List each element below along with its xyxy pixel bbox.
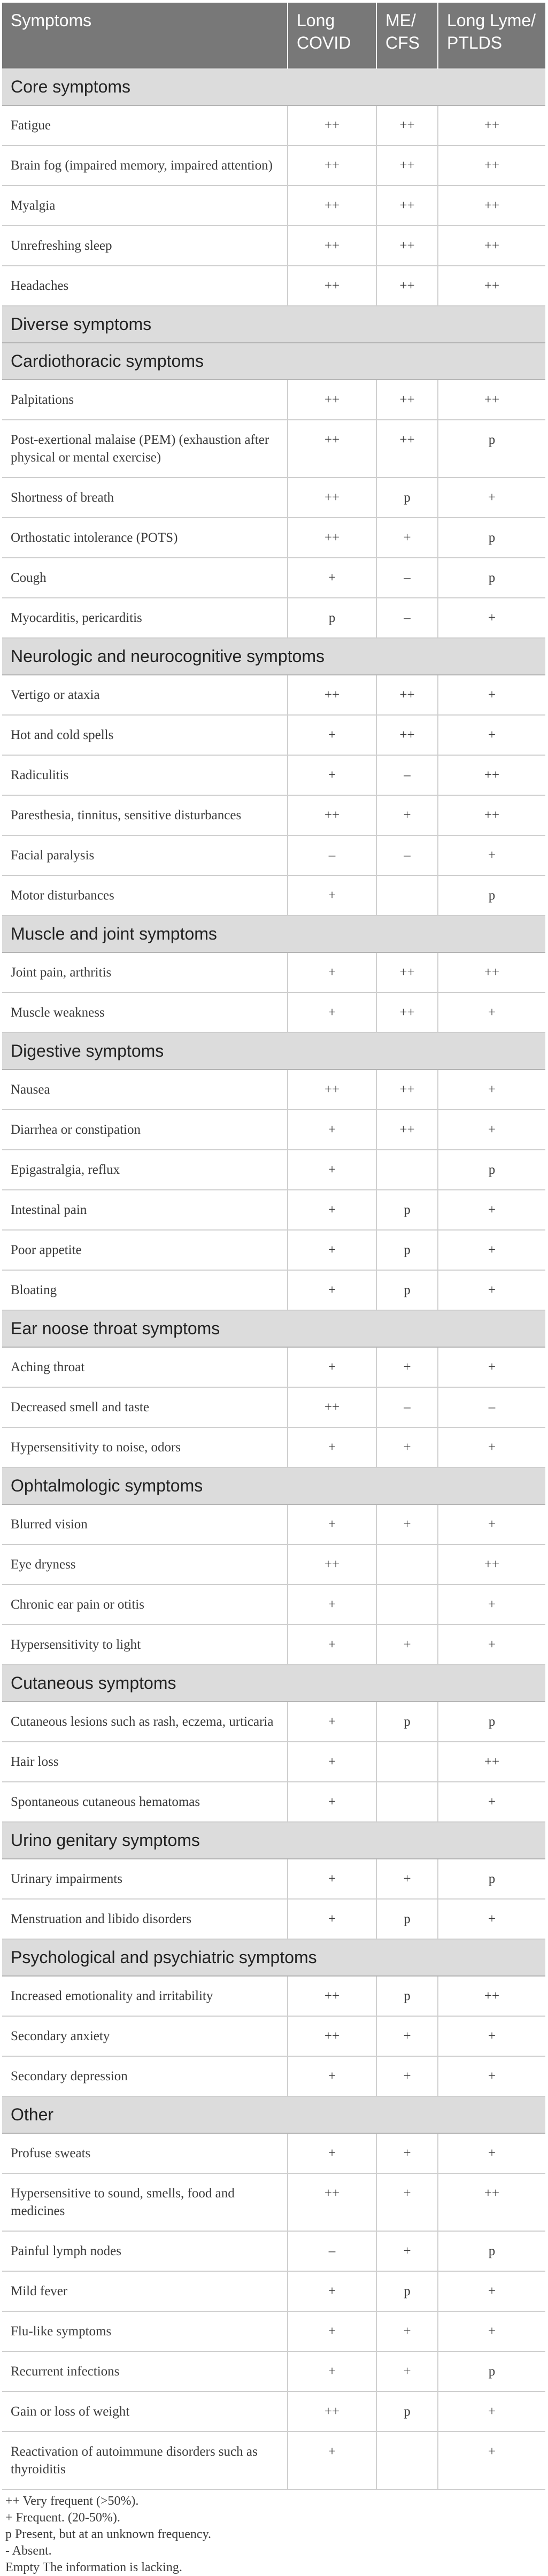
table-header-row [2, 3, 545, 68]
long-covid-value-cell: ++ [288, 266, 376, 306]
table-row [2, 755, 545, 795]
long-lyme-value-cell: + [438, 1899, 545, 1939]
long-lyme-value-cell: p [438, 1702, 545, 1742]
long-lyme-value-cell: ++ [438, 105, 545, 145]
long-lyme-value-cell: + [438, 1504, 545, 1544]
section-title: Psychological and psychiatric symptoms [2, 1939, 545, 1976]
table-row [2, 226, 545, 266]
me-cfs-value-cell: ++ [376, 105, 438, 145]
long-lyme-value-cell: + [438, 675, 545, 715]
table-row [2, 558, 545, 598]
table-row [2, 1859, 545, 1899]
table-row [2, 2173, 545, 2231]
me-cfs-value-cell: p [376, 1230, 438, 1270]
symptom-name-cell: Blurred vision [2, 1504, 288, 1544]
table-row [2, 266, 545, 306]
table-row [2, 105, 545, 145]
section-header-row [2, 68, 545, 105]
table-row [2, 2271, 545, 2311]
long-lyme-value-cell: + [438, 1782, 545, 1822]
legend-very-frequent: ++ Very frequent (>50%). [5, 2494, 139, 2508]
me-cfs-value-cell: + [376, 2351, 438, 2392]
me-cfs-value-cell: p [376, 2271, 438, 2311]
long-lyme-value-cell: ++ [438, 380, 545, 420]
long-covid-value-cell: ++ [288, 1544, 376, 1585]
long-covid-value-cell: ++ [288, 1387, 376, 1427]
me-cfs-value-cell: + [376, 2016, 438, 2056]
symptom-name-cell: Hypersensitive to sound, smells, food and medicines [2, 2173, 288, 2231]
long-lyme-value-cell: + [438, 2392, 545, 2432]
long-covid-value-cell: ++ [288, 380, 376, 420]
long-lyme-value-cell: ++ [438, 186, 545, 226]
table-row [2, 1782, 545, 1822]
table-row [2, 993, 545, 1033]
me-cfs-value-cell: + [376, 2231, 438, 2271]
legend-absent: - Absent. [5, 2544, 52, 2558]
table-row [2, 1504, 545, 1544]
long-lyme-value-cell: p [438, 558, 545, 598]
section-header-row [2, 1310, 545, 1347]
me-cfs-value-cell: + [376, 1859, 438, 1899]
table-row [2, 1585, 545, 1625]
me-cfs-value-cell: p [376, 1190, 438, 1230]
table-row [2, 1070, 545, 1110]
long-covid-value-cell: + [288, 875, 376, 916]
table-row [2, 478, 545, 518]
me-cfs-value-cell [376, 1585, 438, 1625]
me-cfs-value-cell: + [376, 1625, 438, 1665]
long-covid-value-cell: + [288, 1782, 376, 1822]
symptom-name-cell: Hair loss [2, 1742, 288, 1782]
section-title: Ophtalmologic symptoms [2, 1467, 545, 1504]
table-row [2, 1742, 545, 1782]
section-header-row [2, 1665, 545, 1702]
long-lyme-value-cell: ++ [438, 1742, 545, 1782]
symptom-name-cell: Eye dryness [2, 1544, 288, 1585]
long-covid-value-cell: ++ [288, 2016, 376, 2056]
table-row [2, 715, 545, 755]
section-title: Neurologic and neurocognitive symptoms [2, 638, 545, 675]
table-row [2, 1427, 545, 1467]
long-lyme-value-cell: + [438, 478, 545, 518]
long-lyme-value-cell: ++ [438, 266, 545, 306]
table-row [2, 518, 545, 558]
long-covid-value-cell: + [288, 1625, 376, 1665]
section-header-row [2, 306, 545, 343]
long-covid-value-cell: + [288, 1427, 376, 1467]
long-lyme-value-cell: p [438, 875, 545, 916]
me-cfs-value-cell: ++ [376, 1110, 438, 1150]
me-cfs-value-cell: p [376, 1899, 438, 1939]
me-cfs-value-cell [376, 1544, 438, 1585]
long-lyme-value-cell: p [438, 2351, 545, 2392]
table-row [2, 598, 545, 638]
symptom-name-cell: Recurrent infections [2, 2351, 288, 2392]
long-covid-value-cell: + [288, 2056, 376, 2096]
me-cfs-value-cell: p [376, 1976, 438, 2016]
long-lyme-value-cell: + [438, 715, 545, 755]
section-title: Ear noose throat symptoms [2, 1310, 545, 1347]
me-cfs-value-cell [376, 1742, 438, 1782]
long-lyme-value-cell: + [438, 2056, 545, 2096]
legend-present-unknown: p Present, but at an unknown frequency. [5, 2527, 212, 2541]
table-footnote-legend [5, 2493, 540, 2576]
symptom-name-cell: Myocarditis, pericarditis [2, 598, 288, 638]
long-covid-value-cell: + [288, 1899, 376, 1939]
table-row [2, 1347, 545, 1387]
me-cfs-value-cell: + [376, 1504, 438, 1544]
long-covid-value-cell: ++ [288, 420, 376, 478]
table-row [2, 1230, 545, 1270]
section-header-row [2, 1939, 545, 1976]
symptom-name-cell: Shortness of breath [2, 478, 288, 518]
long-covid-value-cell: ++ [288, 2392, 376, 2432]
section-header-row [2, 1822, 545, 1859]
long-lyme-value-cell: p [438, 2231, 545, 2271]
long-lyme-value-cell: + [438, 835, 545, 875]
table-row [2, 1625, 545, 1665]
symptom-name-cell: Reactivation of autoimmune disorders such as thyroiditis [2, 2432, 288, 2489]
symptom-name-cell: Poor appetite [2, 1230, 288, 1270]
long-covid-value-cell: ++ [288, 145, 376, 186]
me-cfs-value-cell: ++ [376, 145, 438, 186]
long-lyme-value-cell: + [438, 2311, 545, 2351]
me-cfs-value-cell: + [376, 2133, 438, 2173]
symptom-name-cell: Secondary anxiety [2, 2016, 288, 2056]
table-row [2, 675, 545, 715]
header-long-covid: Long COVID [288, 3, 376, 68]
table-row [2, 1190, 545, 1230]
long-covid-value-cell: + [288, 1190, 376, 1230]
me-cfs-value-cell: ++ [376, 380, 438, 420]
table-row [2, 420, 545, 478]
me-cfs-value-cell [376, 1782, 438, 1822]
long-covid-value-cell: + [288, 2271, 376, 2311]
symptom-name-cell: Increased emotionality and irritability [2, 1976, 288, 2016]
long-lyme-value-cell: + [438, 1625, 545, 1665]
symptom-name-cell: Flu-like symptoms [2, 2311, 288, 2351]
table-row [2, 2133, 545, 2173]
section-header-row [2, 1467, 545, 1504]
table-row [2, 2056, 545, 2096]
me-cfs-value-cell: ++ [376, 186, 438, 226]
long-lyme-value-cell: + [438, 1585, 545, 1625]
symptom-name-cell: Intestinal pain [2, 1190, 288, 1230]
me-cfs-value-cell: ++ [376, 952, 438, 993]
me-cfs-value-cell: – [376, 835, 438, 875]
long-covid-value-cell: + [288, 1347, 376, 1387]
symptom-name-cell: Menstruation and libido disorders [2, 1899, 288, 1939]
long-covid-value-cell: + [288, 755, 376, 795]
long-lyme-value-cell: + [438, 1347, 545, 1387]
symptom-name-cell: Hypersensitivity to light [2, 1625, 288, 1665]
me-cfs-value-cell: – [376, 755, 438, 795]
long-covid-value-cell: + [288, 2432, 376, 2489]
table-row [2, 1976, 545, 2016]
symptom-name-cell: Diarrhea or constipation [2, 1110, 288, 1150]
table-row [2, 1110, 545, 1150]
symptom-name-cell: Unrefreshing sleep [2, 226, 288, 266]
symptom-name-cell: Headaches [2, 266, 288, 306]
long-lyme-value-cell: ++ [438, 952, 545, 993]
symptom-name-cell: Decreased smell and taste [2, 1387, 288, 1427]
me-cfs-value-cell: + [376, 795, 438, 835]
table-row [2, 2392, 545, 2432]
header-symptoms: Symptoms [2, 3, 288, 68]
table-row [2, 1150, 545, 1190]
long-lyme-value-cell: p [438, 518, 545, 558]
symptom-name-cell: Paresthesia, tinnitus, sensitive disturbances [2, 795, 288, 835]
long-covid-value-cell: ++ [288, 226, 376, 266]
long-lyme-value-cell: + [438, 1270, 545, 1310]
me-cfs-value-cell: + [376, 2056, 438, 2096]
long-lyme-value-cell: + [438, 1427, 545, 1467]
long-covid-value-cell: + [288, 1702, 376, 1742]
section-title: Urino genitary symptoms [2, 1822, 545, 1859]
long-lyme-value-cell: + [438, 598, 545, 638]
long-covid-value-cell: + [288, 1742, 376, 1782]
symptom-name-cell: Chronic ear pain or otitis [2, 1585, 288, 1625]
symptom-name-cell: Epigastralgia, reflux [2, 1150, 288, 1190]
table-row [2, 1544, 545, 1585]
long-covid-value-cell: + [288, 2311, 376, 2351]
long-covid-value-cell: + [288, 1504, 376, 1544]
symptom-name-cell: Vertigo or ataxia [2, 675, 288, 715]
table-body [2, 68, 545, 2489]
symptom-name-cell: Palpitations [2, 380, 288, 420]
section-title: Other [2, 2096, 545, 2133]
long-covid-value-cell: ++ [288, 2173, 376, 2231]
long-covid-value-cell: + [288, 993, 376, 1033]
symptom-name-cell: Cough [2, 558, 288, 598]
long-covid-value-cell: + [288, 2351, 376, 2392]
symptom-name-cell: Hypersensitivity to noise, odors [2, 1427, 288, 1467]
symptom-comparison-table [2, 3, 545, 2490]
symptom-name-cell: Profuse sweats [2, 2133, 288, 2173]
me-cfs-value-cell: ++ [376, 715, 438, 755]
me-cfs-value-cell: + [376, 1347, 438, 1387]
long-covid-value-cell: + [288, 558, 376, 598]
long-lyme-value-cell: + [438, 993, 545, 1033]
long-lyme-value-cell: + [438, 2016, 545, 2056]
table-row [2, 2351, 545, 2392]
table-row [2, 835, 545, 875]
me-cfs-value-cell: + [376, 2173, 438, 2231]
table-row [2, 1899, 545, 1939]
symptom-name-cell: Brain fog (impaired memory, impaired attention) [2, 145, 288, 186]
long-lyme-value-cell: ++ [438, 1544, 545, 1585]
long-lyme-value-cell: ++ [438, 226, 545, 266]
symptom-name-cell: Radiculitis [2, 755, 288, 795]
symptom-name-cell: Cutaneous lesions such as rash, eczema, urticaria [2, 1702, 288, 1742]
long-covid-value-cell: ++ [288, 105, 376, 145]
symptom-name-cell: Muscle weakness [2, 993, 288, 1033]
me-cfs-value-cell: p [376, 1702, 438, 1742]
long-lyme-value-cell: + [438, 1190, 545, 1230]
me-cfs-value-cell: – [376, 1387, 438, 1427]
me-cfs-value-cell: ++ [376, 420, 438, 478]
me-cfs-value-cell: ++ [376, 675, 438, 715]
long-covid-value-cell: + [288, 1110, 376, 1150]
long-lyme-value-cell: + [438, 2432, 545, 2489]
me-cfs-value-cell: + [376, 2311, 438, 2351]
me-cfs-value-cell: p [376, 1270, 438, 1310]
symptom-name-cell: Urinary impairments [2, 1859, 288, 1899]
me-cfs-value-cell: ++ [376, 1070, 438, 1110]
long-lyme-value-cell: – [438, 1387, 545, 1427]
long-lyme-value-cell: ++ [438, 145, 545, 186]
me-cfs-value-cell: + [376, 1427, 438, 1467]
section-header-row [2, 343, 545, 380]
table-row [2, 1702, 545, 1742]
me-cfs-value-cell [376, 2432, 438, 2489]
long-covid-value-cell: ++ [288, 186, 376, 226]
me-cfs-value-cell: ++ [376, 266, 438, 306]
symptom-name-cell: Bloating [2, 1270, 288, 1310]
me-cfs-value-cell: ++ [376, 993, 438, 1033]
long-covid-value-cell: + [288, 1859, 376, 1899]
table-row [2, 1270, 545, 1310]
me-cfs-value-cell: + [376, 518, 438, 558]
long-covid-value-cell: + [288, 2133, 376, 2173]
table-row [2, 952, 545, 993]
legend-frequent: + Frequent. (20-50%). [5, 2511, 120, 2525]
symptom-name-cell: Motor disturbances [2, 875, 288, 916]
symptom-name-cell: Secondary depression [2, 2056, 288, 2096]
long-covid-value-cell: p [288, 598, 376, 638]
long-covid-value-cell: ++ [288, 478, 376, 518]
table-row [2, 2231, 545, 2271]
table-row [2, 2432, 545, 2489]
section-header-row [2, 916, 545, 952]
section-title: Cutaneous symptoms [2, 1665, 545, 1702]
me-cfs-value-cell: p [376, 478, 438, 518]
symptom-name-cell: Fatigue [2, 105, 288, 145]
section-title: Diverse symptoms [2, 306, 545, 343]
section-header-row [2, 638, 545, 675]
long-covid-value-cell: + [288, 1230, 376, 1270]
symptom-name-cell: Nausea [2, 1070, 288, 1110]
table-row [2, 186, 545, 226]
section-header-row [2, 2096, 545, 2133]
me-cfs-value-cell: ++ [376, 226, 438, 266]
symptom-name-cell: Orthostatic intolerance (POTS) [2, 518, 288, 558]
long-covid-value-cell: ++ [288, 675, 376, 715]
header-long-lyme: Long Lyme/ PTLDS [438, 3, 545, 68]
symptom-name-cell: Spontaneous cutaneous hematomas [2, 1782, 288, 1822]
symptom-name-cell: Facial paralysis [2, 835, 288, 875]
long-covid-value-cell: + [288, 952, 376, 993]
long-covid-value-cell: – [288, 2231, 376, 2271]
long-covid-value-cell: + [288, 1270, 376, 1310]
symptom-name-cell: Myalgia [2, 186, 288, 226]
long-covid-value-cell: + [288, 1585, 376, 1625]
long-lyme-value-cell: + [438, 2271, 545, 2311]
long-lyme-value-cell: ++ [438, 755, 545, 795]
legend-empty: Empty The information is lacking. [5, 2560, 182, 2574]
long-lyme-value-cell: p [438, 1150, 545, 1190]
section-header-row [2, 1033, 545, 1070]
section-title: Digestive symptoms [2, 1033, 545, 1070]
section-title: Core symptoms [2, 68, 545, 105]
header-me-cfs: ME/ CFS [376, 3, 438, 68]
long-covid-value-cell: ++ [288, 1070, 376, 1110]
me-cfs-value-cell: – [376, 598, 438, 638]
table-row [2, 1387, 545, 1427]
long-lyme-value-cell: + [438, 1070, 545, 1110]
me-cfs-value-cell [376, 1150, 438, 1190]
symptom-name-cell: Painful lymph nodes [2, 2231, 288, 2271]
table-row [2, 795, 545, 835]
symptom-name-cell: Mild fever [2, 2271, 288, 2311]
table-row [2, 875, 545, 916]
long-lyme-value-cell: + [438, 2133, 545, 2173]
long-lyme-value-cell: + [438, 1230, 545, 1270]
symptom-name-cell: Post-exertional malaise (PEM) (exhaustion after physical or mental exercise) [2, 420, 288, 478]
table-row [2, 145, 545, 186]
long-covid-value-cell: ++ [288, 1976, 376, 2016]
section-title: Muscle and joint symptoms [2, 916, 545, 952]
symptom-name-cell: Hot and cold spells [2, 715, 288, 755]
long-covid-value-cell: – [288, 835, 376, 875]
table-row [2, 380, 545, 420]
section-title: Cardiothoracic symptoms [2, 343, 545, 380]
symptom-name-cell: Aching throat [2, 1347, 288, 1387]
me-cfs-value-cell: p [376, 2392, 438, 2432]
symptom-name-cell: Gain or loss of weight [2, 2392, 288, 2432]
long-covid-value-cell: ++ [288, 795, 376, 835]
table-row [2, 2311, 545, 2351]
long-lyme-value-cell: + [438, 1110, 545, 1150]
long-lyme-value-cell: p [438, 1859, 545, 1899]
long-covid-value-cell: + [288, 715, 376, 755]
symptom-name-cell: Joint pain, arthritis [2, 952, 288, 993]
long-lyme-value-cell: p [438, 420, 545, 478]
long-lyme-value-cell: ++ [438, 1976, 545, 2016]
long-lyme-value-cell: ++ [438, 795, 545, 835]
table-row [2, 2016, 545, 2056]
long-covid-value-cell: + [288, 1150, 376, 1190]
me-cfs-value-cell: – [376, 558, 438, 598]
long-lyme-value-cell: ++ [438, 2173, 545, 2231]
me-cfs-value-cell [376, 875, 438, 916]
symptom-comparison-table-wrapper [2, 3, 545, 2490]
long-covid-value-cell: ++ [288, 518, 376, 558]
